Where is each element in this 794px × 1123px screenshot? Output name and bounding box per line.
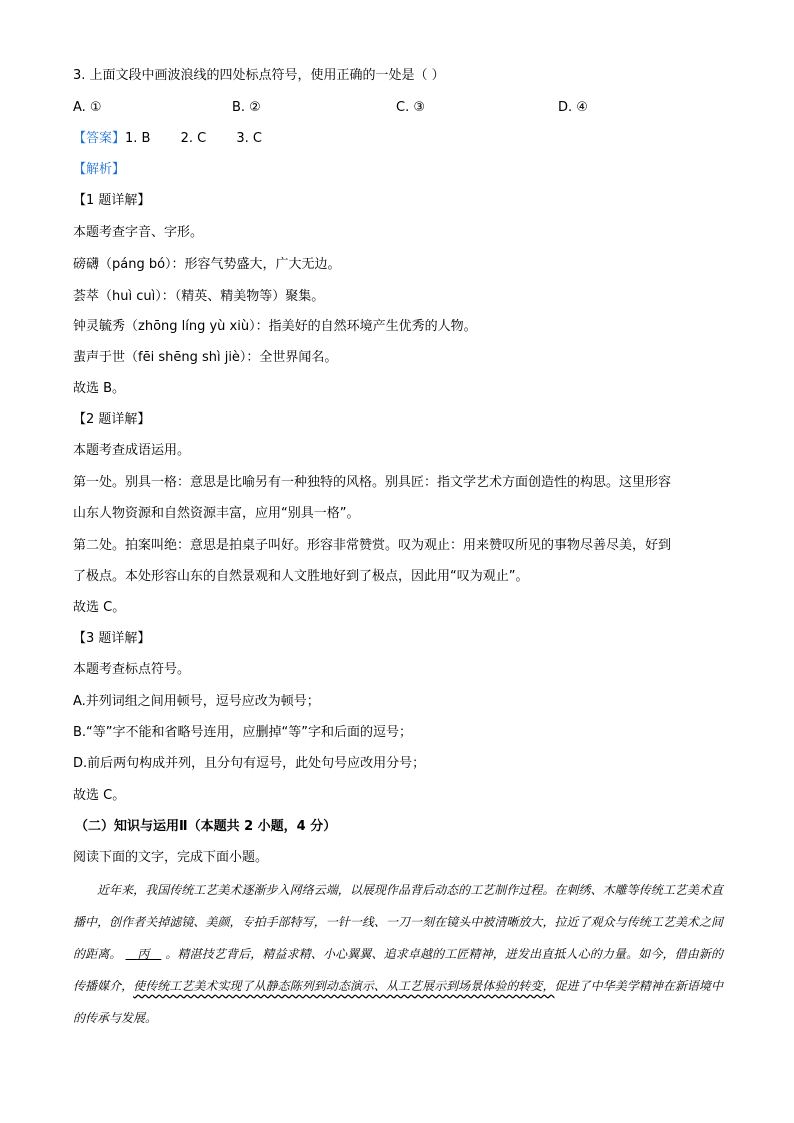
reading-passage xyxy=(73,874,723,1034)
blank-bing xyxy=(122,947,166,961)
detail-2-title: 【2 题详解】 xyxy=(73,412,151,427)
option-a: A. ① xyxy=(73,100,102,115)
answer-label: 【答案】 xyxy=(73,131,126,146)
analysis-label: 【解析】 xyxy=(73,162,126,177)
option-b: B. ② xyxy=(232,100,261,115)
option-d: D. ④ xyxy=(558,100,588,115)
blank-label: 丙 xyxy=(137,947,150,961)
detail-3-title: 【3 题详解】 xyxy=(73,631,151,646)
answer-3: 3. C xyxy=(236,131,263,146)
question-3-stem: 3. 上面文段中画波浪线的四处标点符号，使用正确的一处是（ ） xyxy=(73,68,445,83)
detail-2-line: 本题考查成语运用。 xyxy=(73,443,191,458)
section-instruction: 阅读下面的文字，完成下面小题。 xyxy=(73,850,269,865)
answer-2: 2. C xyxy=(180,131,207,146)
detail-2-line: 第二处。拍案叫绝：意思是拍桌子叫好。形容非常赞赏。叹为观止：用来赞叹所见的事物尽善尽美，好到 xyxy=(73,538,672,553)
detail-1-line: 磅礴（páng bó）：形容气势盛大，广大无边。 xyxy=(73,257,341,272)
detail-1-line: 本题考查字音、字形。 xyxy=(73,225,204,240)
detail-2-line: 故选 C。 xyxy=(73,600,126,615)
passage-part-2: 。精湛技艺背后，精益求精、小心翼翼、追求卓越的工匠精神，迸发出直抵人心的力量。如今，借由新的传播媒介， xyxy=(73,947,723,993)
detail-1-line: 荟萃（huì cuì）：（精英、精美物等）聚集。 xyxy=(73,289,325,304)
option-c: C. ③ xyxy=(396,100,425,115)
detail-3-line: A.并列词组之间用顿号，逗号应改为顿号； xyxy=(73,694,320,709)
detail-3-line: D.前后两句构成并列，且分句有逗号，此处句号应改用分号； xyxy=(73,756,426,771)
detail-1-line: 蜚声于世（fēi shēng shì jiè）：全世界闻名。 xyxy=(73,350,338,365)
detail-1-line: 故选 B。 xyxy=(73,381,126,396)
detail-3-line: 故选 C。 xyxy=(73,788,126,803)
answer-row xyxy=(73,130,734,148)
detail-2-line: 第一处。别具一格：意思是比喻另有一种独特的风格。别具匠：指文学艺术方面创造性的构思。这里形容 xyxy=(73,475,672,490)
detail-3-line: B.“等”字不能和省略号连用，应删掉“等”字和后面的逗号； xyxy=(73,725,412,740)
wavy-underlined-sentence: 使传统工艺美术实现了从静态陈列到动态演示、从工艺展示到场景体验的转变， xyxy=(133,979,555,993)
detail-2-line: 了极点。本处形容山东的自然景观和人文胜地好到了极点，因此用“叹为观止”。 xyxy=(73,569,529,584)
passage-part-1: 近年来，我国传统工艺美术逐渐步入网络云端，以展现作品背后动态的工艺制作过程。在刺绣、木雕等传统工艺美术直播中，创作者关掉滤镜、美颜，专拍手部特写，一针一线、一刀一刻在镜头中被清晰放大，拉近了观众与传统工艺美术之间的距离。 xyxy=(73,883,723,961)
passage-part-3: 促进了中华美学精神在新语境中的传承与发展。 xyxy=(73,979,723,1025)
detail-1-title: 【1 题详解】 xyxy=(73,193,151,208)
detail-1-line: 钟灵毓秀（zhōng líng yù xiù）：指美好的自然环境产生优秀的人物。 xyxy=(73,319,477,334)
answer-1: 1. B xyxy=(125,131,151,146)
detail-2-line: 山东人物资源和自然资源丰富，应用“别具一格”。 xyxy=(73,506,360,521)
section-title: （二）知识与运用Ⅱ（本题共 2 小题，4 分） xyxy=(75,819,337,834)
detail-3-line: 本题考查标点符号。 xyxy=(73,662,191,677)
